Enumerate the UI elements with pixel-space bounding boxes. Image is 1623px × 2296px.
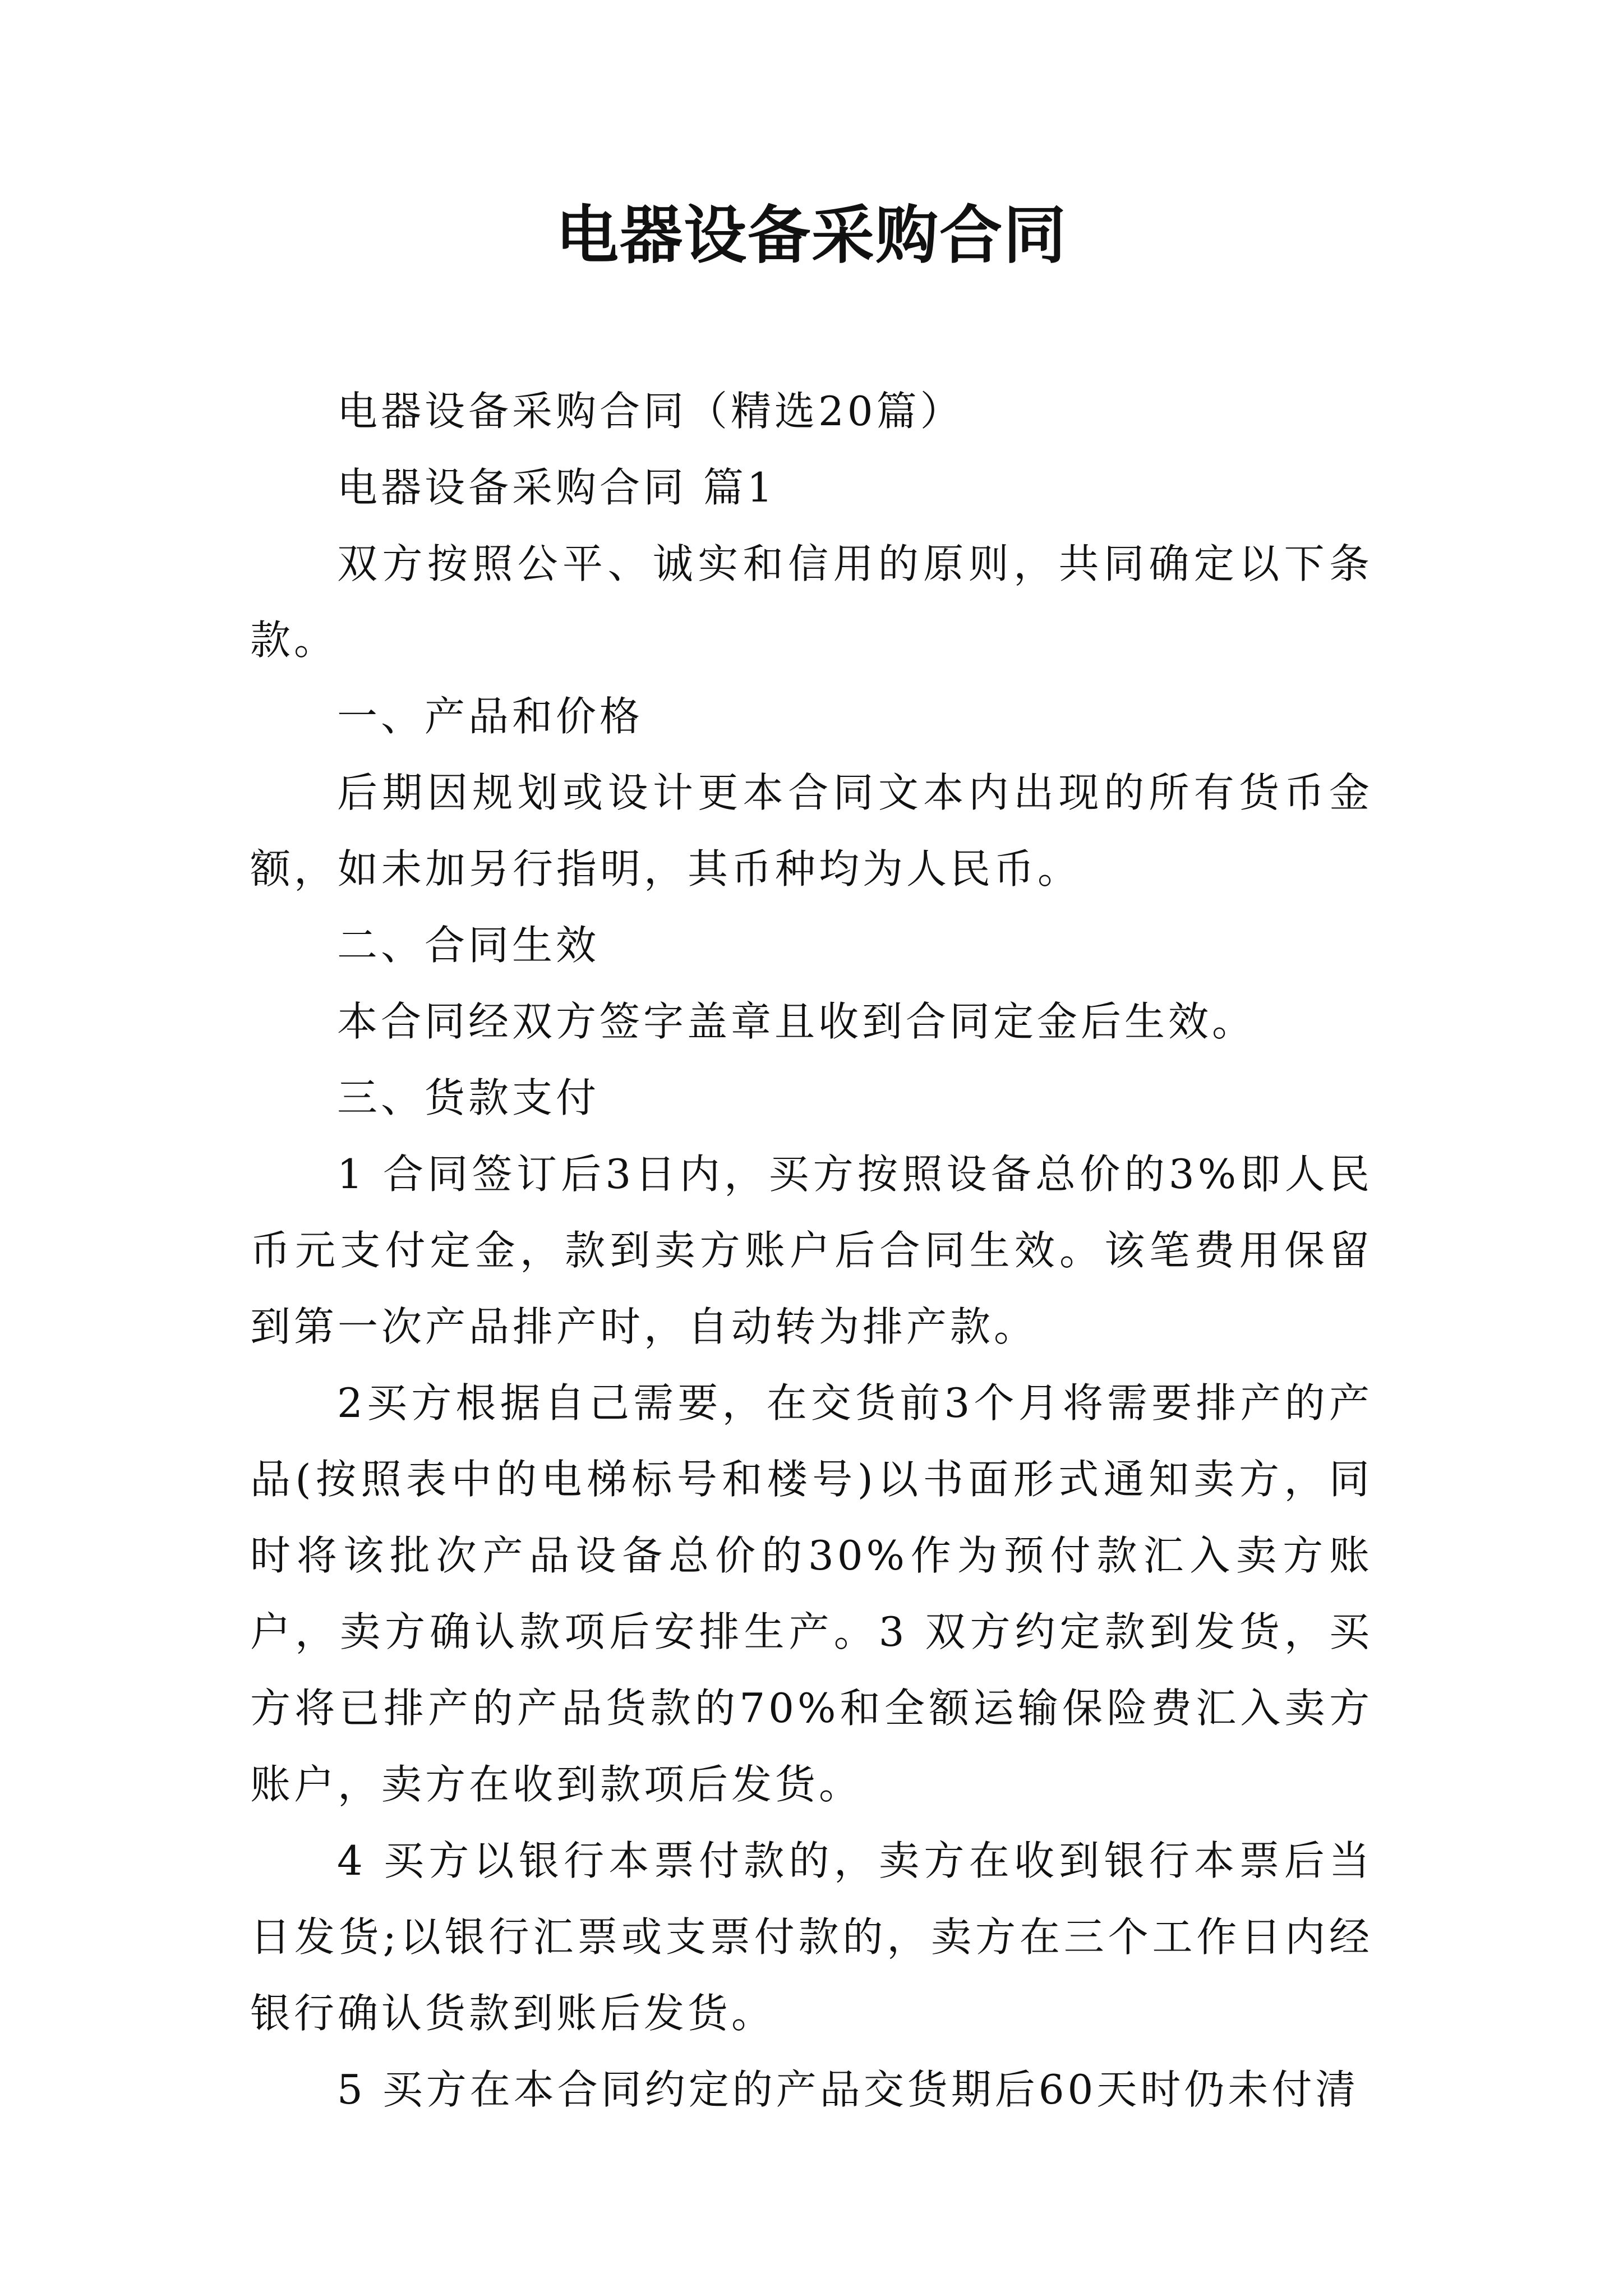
paragraph-currency-note: 后期因规划或设计更本合同文本内出现的所有货币金额，如未加另行指明，其币种均为人民币。 xyxy=(250,769,1373,892)
paragraph-payment-2-3: 2买方根据自己需要，在交货前3个月将需要排产的产品(按照表中的电梯标号和楼号)以书面形式通知卖方，同时将该批次产品设备总价的30%作为预付款汇入卖方账户，卖方确认款项后安排生产。3 双方约定款到发货，买方将已排产的产品货款的70%和全额运输保险费汇入卖方账户，卖方在收到款项后发货。 xyxy=(250,1379,1373,1808)
paragraph-heading-contract-effect: 二、合同生效 xyxy=(337,922,600,969)
paragraph-heading-payment: 三、货款支付 xyxy=(337,1074,600,1121)
document-body xyxy=(250,373,1373,2128)
document-title: 电器设备采购合同 xyxy=(556,199,1067,272)
paragraph-heading-products-prices: 一、产品和价格 xyxy=(337,693,644,740)
paragraph-contract-effect: 本合同经双方签字盖章且收到合同定金后生效。 xyxy=(337,998,1256,1045)
paragraph-principles: 双方按照公平、诚实和信用的原则，共同确定以下条款。 xyxy=(250,540,1373,664)
paragraph-payment-5: 5 买方在本合同约定的产品交货期后60天时仍未付清 xyxy=(337,2066,1359,2113)
paragraph-payment-1: 1 合同签订后3日内，买方按照设备总价的3%即人民币元支付定金，款到卖方账户后合同生效。该笔费用保留到第一次产品排产时，自动转为排产款。 xyxy=(250,1151,1373,1350)
paragraph-section-heading: 电器设备采购合同 篇1 xyxy=(337,464,776,511)
paragraph-payment-4: 4 买方以银行本票付款的，卖方在收到银行本票后当日发货;以银行汇票或支票付款的，卖方在三个工作日内经银行确认货款到账后发货。 xyxy=(250,1837,1373,2037)
paragraph-collection-heading: 电器设备采购合同（精选20篇） xyxy=(337,388,964,435)
